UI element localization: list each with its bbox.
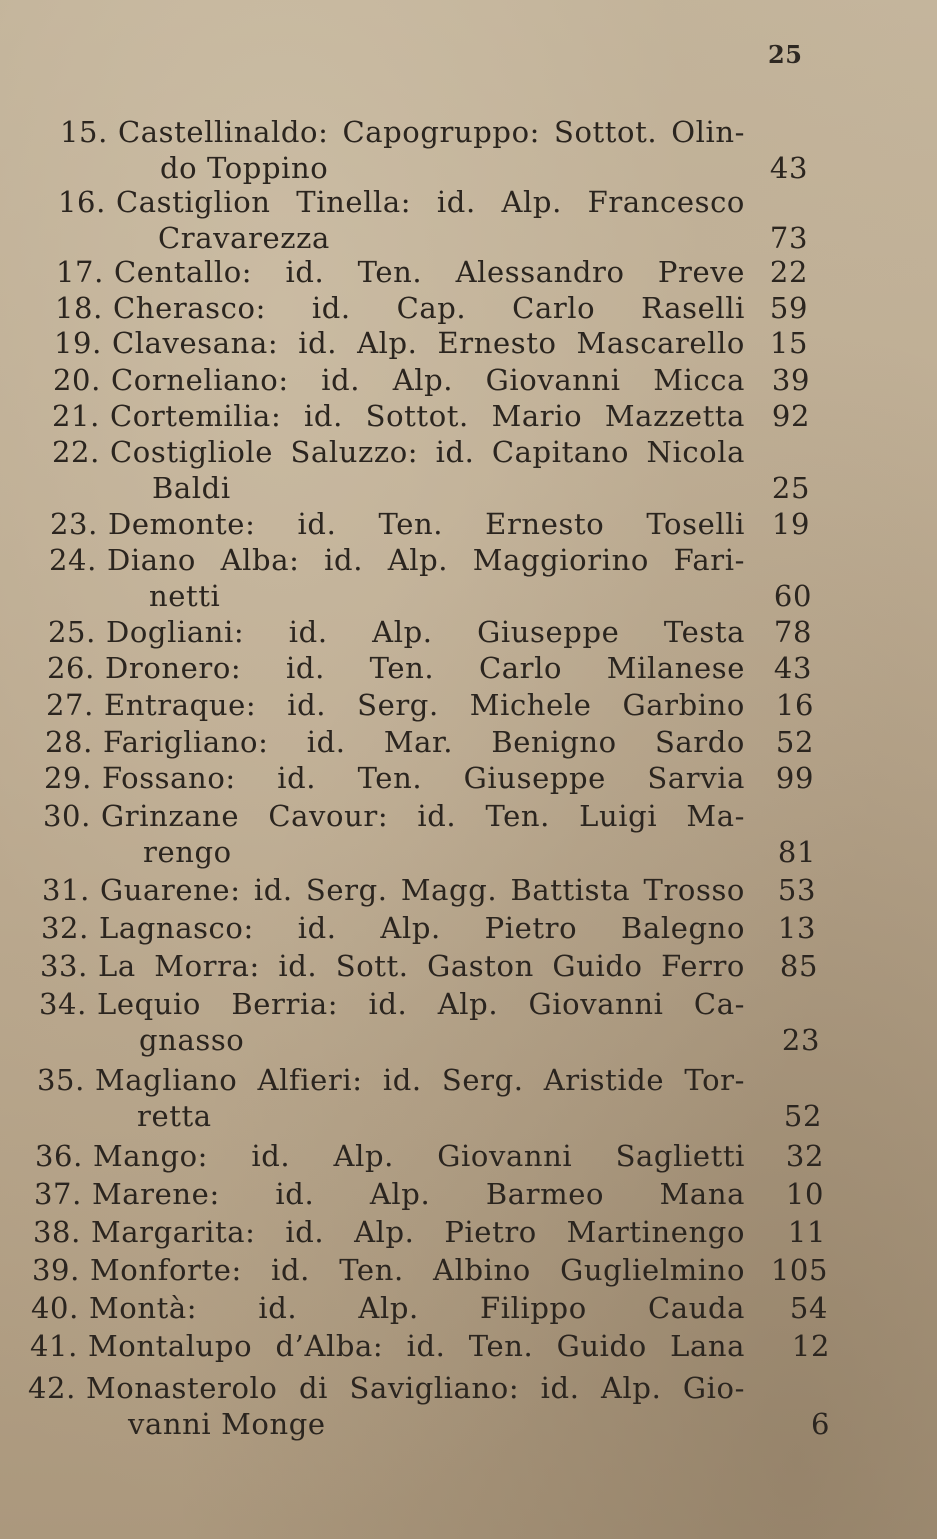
index-entry bbox=[0, 1214, 937, 1250]
entry-number: 31. bbox=[42, 873, 90, 907]
entry-number: 19. bbox=[54, 326, 102, 360]
entry-page-value: 39 bbox=[771, 363, 810, 397]
entry-text: Guarene: id. Serg. Magg. Battista Trosso bbox=[100, 873, 745, 907]
entry-text-continuation: do Toppino bbox=[160, 151, 329, 185]
entry-text: Entraque: id. Serg. Michele Garbino bbox=[104, 688, 745, 722]
index-entry bbox=[0, 542, 937, 614]
entry-text: Fossano: id. Ten. Giuseppe Sarvia bbox=[102, 761, 745, 795]
entry-page-value: 15 bbox=[769, 326, 808, 360]
entry-number: 41. bbox=[30, 1329, 78, 1363]
entry-text: Castiglion Tinella: id. Alp. Francesco bbox=[116, 185, 745, 219]
entry-number: 17. bbox=[56, 255, 104, 289]
entry-text-continuation: Baldi bbox=[152, 471, 231, 505]
entry-number: 29. bbox=[44, 761, 92, 795]
entry-text-continuation: gnasso bbox=[139, 1023, 245, 1057]
entry-page-value: 43 bbox=[773, 651, 812, 685]
entry-text-continuation: vanni Monge bbox=[128, 1407, 326, 1441]
entry-number: 30. bbox=[43, 799, 91, 833]
entry-page-value: 10 bbox=[785, 1177, 824, 1211]
entry-number: 21. bbox=[52, 399, 100, 433]
entry-text: Marene: id. Alp. Barmeo Mana bbox=[92, 1177, 745, 1211]
entry-text: Farigliano: id. Mar. Benigno Sardo bbox=[103, 725, 745, 759]
index-entry bbox=[0, 1176, 937, 1212]
index-entry bbox=[0, 398, 937, 434]
entry-page-value: 11 bbox=[787, 1215, 826, 1249]
entry-page-value: 19 bbox=[771, 507, 810, 541]
entry-page-value: 52 bbox=[775, 725, 814, 759]
entry-page-value: 32 bbox=[785, 1139, 824, 1173]
entry-number: 40. bbox=[31, 1291, 79, 1325]
index-entry bbox=[0, 114, 937, 186]
index-entry bbox=[0, 687, 937, 723]
entry-text: Margarita: id. Alp. Pietro Martinengo bbox=[91, 1215, 745, 1249]
entry-page-value: 73 bbox=[769, 221, 808, 255]
index-entry bbox=[0, 1370, 937, 1442]
entry-text: Corneliano: id. Alp. Giovanni Micca bbox=[111, 363, 745, 397]
entry-text: Centallo: id. Ten. Alessandro Preve bbox=[114, 255, 745, 289]
entry-text-continuation: Cravarezza bbox=[158, 221, 330, 255]
index-entry bbox=[0, 290, 937, 326]
index-entry bbox=[0, 325, 937, 361]
entry-number: 16. bbox=[58, 185, 106, 219]
entry-text: Demonte: id. Ten. Ernesto Toselli bbox=[108, 507, 745, 541]
entry-page-value: 16 bbox=[775, 688, 814, 722]
entry-text: Castellinaldo: Capogruppo: Sottot. Olin- bbox=[118, 115, 745, 149]
entry-page-value: 52 bbox=[783, 1099, 822, 1133]
entry-text: Clavesana: id. Alp. Ernesto Mascarello bbox=[112, 326, 745, 360]
index-entry bbox=[0, 650, 937, 686]
entry-number: 34. bbox=[39, 987, 87, 1021]
entry-page-value: 78 bbox=[773, 615, 812, 649]
entry-page-value: 12 bbox=[791, 1329, 830, 1363]
entry-page-value: 59 bbox=[769, 291, 808, 325]
entry-number: 35. bbox=[37, 1063, 85, 1097]
entry-number: 27. bbox=[46, 688, 94, 722]
index-entry bbox=[0, 798, 937, 870]
entry-number: 22. bbox=[52, 435, 100, 469]
entry-text: Montà: id. Alp. Filippo Cauda bbox=[89, 1291, 745, 1325]
index-entry bbox=[0, 1252, 937, 1288]
entry-text: Dogliani: id. Alp. Giuseppe Testa bbox=[106, 615, 745, 649]
index-entry bbox=[0, 986, 937, 1058]
entry-page-value: 13 bbox=[777, 911, 816, 945]
index-entry bbox=[0, 1328, 937, 1364]
entry-page-value: 92 bbox=[771, 399, 810, 433]
entry-text: Diano Alba: id. Alp. Maggiorino Fari- bbox=[107, 543, 745, 577]
entry-number: 37. bbox=[34, 1177, 82, 1211]
index-entry bbox=[0, 614, 937, 650]
entry-text: Montalupo d’Alba: id. Ten. Guido Lana bbox=[88, 1329, 745, 1363]
entry-page-value: 99 bbox=[775, 761, 814, 795]
entry-page-value: 81 bbox=[777, 835, 816, 869]
entry-text: Lequio Berria: id. Alp. Giovanni Ca- bbox=[97, 987, 745, 1021]
entry-page-value: 85 bbox=[779, 949, 818, 983]
index-entry bbox=[0, 362, 937, 398]
entry-number: 15. bbox=[60, 115, 108, 149]
entry-text-continuation: rengo bbox=[143, 835, 232, 869]
entry-page-value: 6 bbox=[810, 1407, 830, 1441]
entry-text: Monasterolo di Savigliano: id. Alp. Gio- bbox=[86, 1371, 745, 1405]
entry-page-value: 60 bbox=[773, 579, 812, 613]
entry-page-value: 54 bbox=[789, 1291, 828, 1325]
entry-number: 32. bbox=[41, 911, 89, 945]
index-entry bbox=[0, 760, 937, 796]
entry-text: Dronero: id. Ten. Carlo Milanese bbox=[105, 651, 745, 685]
entry-page-value: 53 bbox=[777, 873, 816, 907]
entry-text: Costigliole Saluzzo: id. Capitano Nicola bbox=[110, 435, 745, 469]
entry-text-continuation: netti bbox=[149, 579, 221, 613]
entry-page-value: 43 bbox=[769, 151, 808, 185]
entry-number: 24. bbox=[49, 543, 97, 577]
entry-number: 20. bbox=[53, 363, 101, 397]
entry-text: Grinzane Cavour: id. Ten. Luigi Ma- bbox=[101, 799, 745, 833]
index-entry bbox=[0, 910, 937, 946]
entry-page-value: 23 bbox=[781, 1023, 820, 1057]
index-entry bbox=[0, 724, 937, 760]
entry-page-value: 25 bbox=[771, 471, 810, 505]
entry-text: Lagnasco: id. Alp. Pietro Balegno bbox=[99, 911, 745, 945]
index-entry bbox=[0, 1062, 937, 1134]
entry-page-value: 22 bbox=[769, 255, 808, 289]
entry-number: 38. bbox=[33, 1215, 81, 1249]
index-entry bbox=[0, 948, 937, 984]
entry-number: 39. bbox=[32, 1253, 80, 1287]
entry-text: Monforte: id. Ten. Albino Guglielmino bbox=[90, 1253, 745, 1287]
index-entry bbox=[0, 506, 937, 542]
entry-number: 26. bbox=[47, 651, 95, 685]
index-entry bbox=[0, 1290, 937, 1326]
entry-page-value: 105 bbox=[770, 1253, 828, 1287]
entry-text-continuation: retta bbox=[137, 1099, 212, 1133]
entry-number: 33. bbox=[40, 949, 88, 983]
page-number: 25 bbox=[768, 40, 803, 69]
index-entry bbox=[0, 254, 937, 290]
entry-number: 25. bbox=[48, 615, 96, 649]
entry-text: La Morra: id. Sott. Gaston Guido Ferro bbox=[98, 949, 745, 983]
index-entry bbox=[0, 872, 937, 908]
entry-number: 42. bbox=[28, 1371, 76, 1405]
entry-number: 28. bbox=[45, 725, 93, 759]
entry-number: 18. bbox=[55, 291, 103, 325]
entry-text: Magliano Alfieri: id. Serg. Aristide Tor- bbox=[95, 1063, 745, 1097]
entry-text: Cortemilia: id. Sottot. Mario Mazzetta bbox=[110, 399, 745, 433]
index-entry bbox=[0, 184, 937, 256]
entry-text: Cherasco: id. Cap. Carlo Raselli bbox=[113, 291, 745, 325]
entry-number: 36. bbox=[35, 1139, 83, 1173]
entry-number: 23. bbox=[50, 507, 98, 541]
entry-text: Mango: id. Alp. Giovanni Saglietti bbox=[93, 1139, 745, 1173]
index-entry bbox=[0, 1138, 937, 1174]
index-entry bbox=[0, 434, 937, 506]
